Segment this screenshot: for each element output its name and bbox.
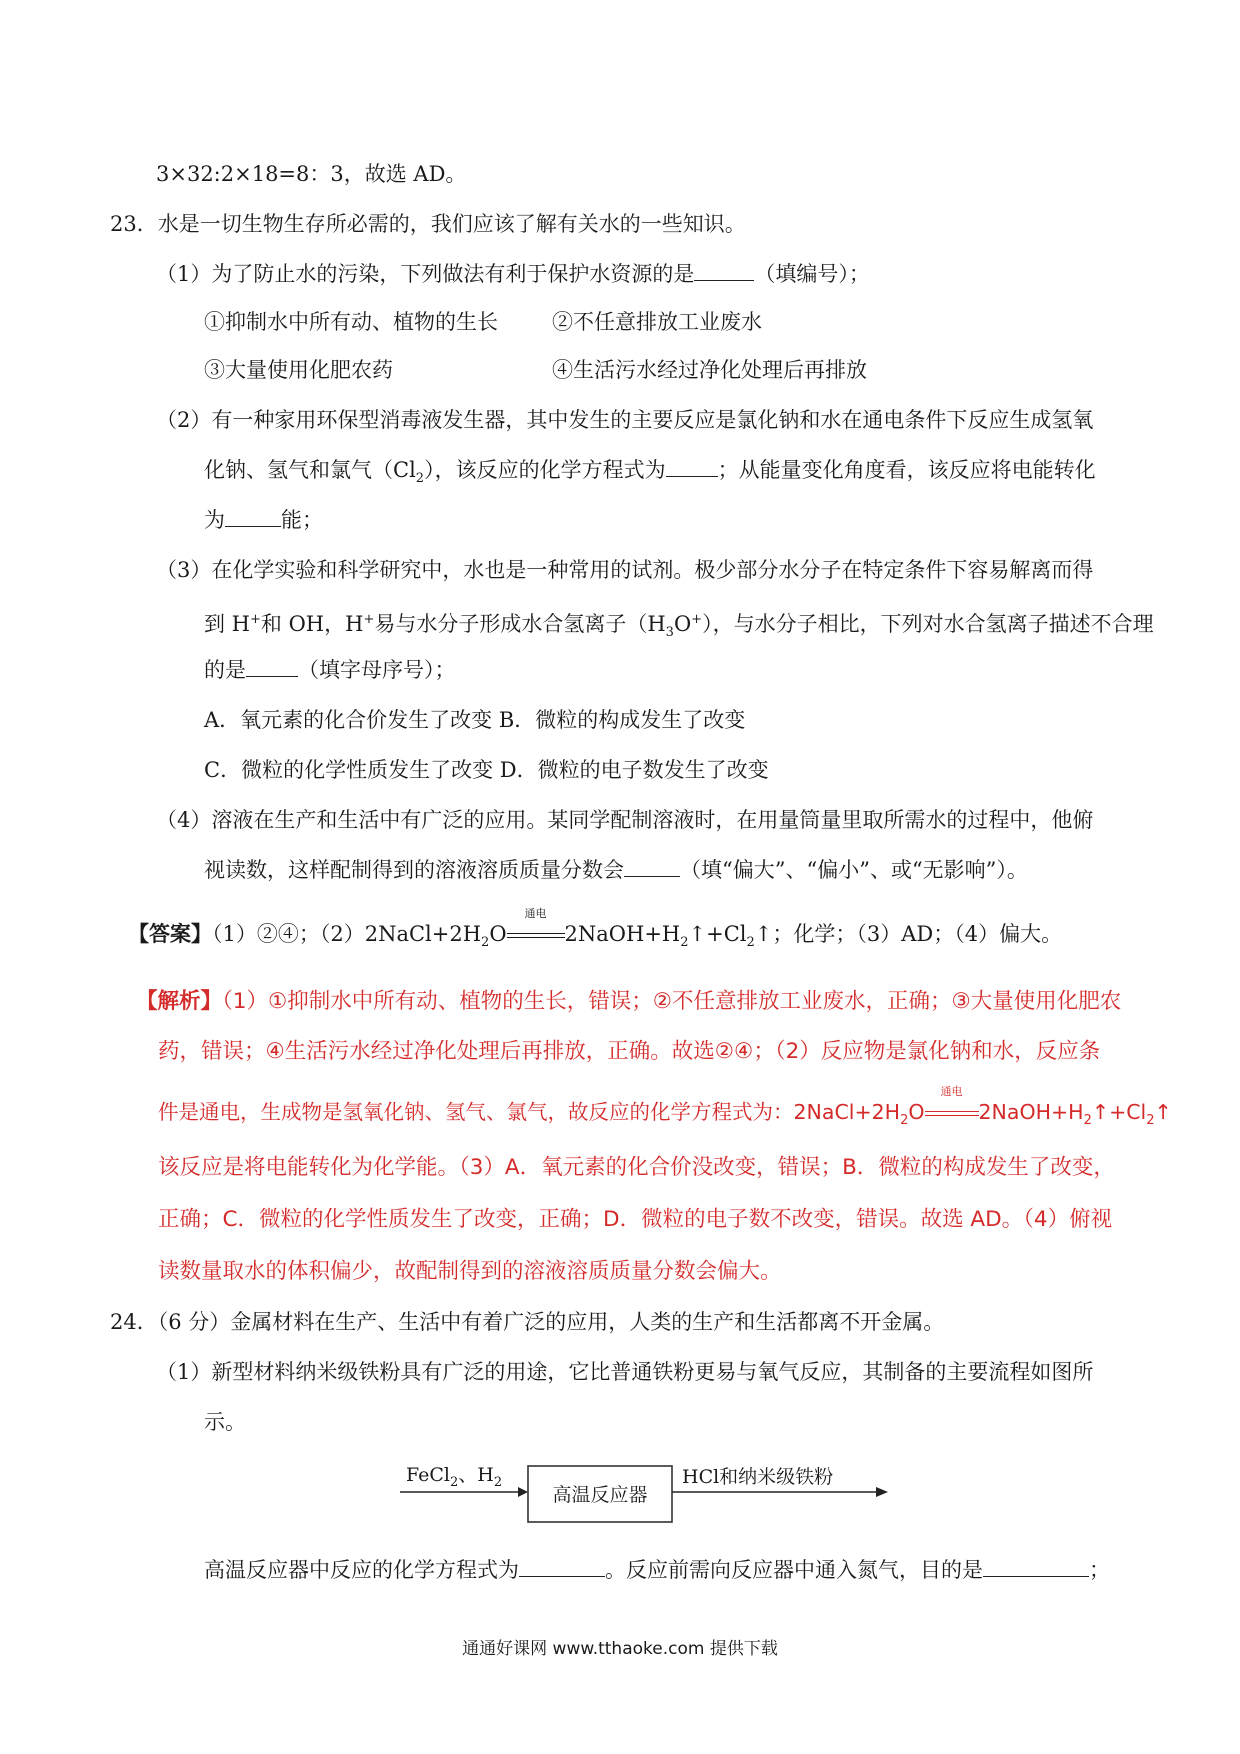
text: ↑+Cl <box>688 922 747 946</box>
output-arrow-head <box>876 1487 888 1497</box>
text: ，H <box>324 612 364 636</box>
text: ； <box>1089 1558 1110 1582</box>
text: 件是通电，生成物是氢氧化钠、氢气、氯气，故反应的化学方程式为：2NaCl+2H <box>158 1100 901 1124</box>
text: 化钠、氢气和氯气（Cl <box>204 458 416 482</box>
question-24-stem <box>110 1308 944 1336</box>
answer-tag: 【答案】 <box>128 921 212 946</box>
text: ↑+Cl <box>1091 1100 1147 1124</box>
text: 3×32:2×18=8：3，故选 AD。 <box>156 162 467 186</box>
text: O <box>908 1100 925 1124</box>
text: 、H <box>458 1464 494 1486</box>
flow-box-label: 高温反应器 <box>552 1484 648 1506</box>
text: 到 H <box>204 612 250 636</box>
text: 24．（6 分）金属材料在生产、生活中有着广泛的应用，人类的生产和生活都离不开金属。 <box>110 1310 945 1334</box>
text: （填“偏大”、“偏小”、或“无影响”）。 <box>680 858 1028 882</box>
text: （4）溶液在生产和生活中有广泛的应用。某同学配制溶液时，在用量筒量里取所需水的过程中，他俯 <box>156 808 1094 832</box>
subscript: 2 <box>450 1474 459 1490</box>
text: ；从能量变化角度看，该反应将电能转化 <box>717 458 1096 482</box>
subscript: 2 <box>900 1113 909 1129</box>
q23-part4-line1 <box>156 806 1093 834</box>
text: ↑ <box>1154 1100 1172 1124</box>
q23-part3-line2 <box>204 606 1154 647</box>
analysis-line2 <box>158 1038 1100 1066</box>
reaction-condition: 通电 <box>524 907 547 920</box>
equals-sign <box>925 1111 979 1116</box>
subscript: 2 <box>1083 1113 1092 1129</box>
q23-part2-line3 <box>204 506 323 534</box>
analysis-line1 <box>136 988 1121 1016</box>
superscript: + <box>363 612 375 627</box>
q23-option-2 <box>552 308 762 336</box>
superscript: + <box>250 612 261 627</box>
text: ↑；化学；（3）AD；（4）偏大。 <box>754 922 1063 946</box>
equals-sign <box>507 933 565 938</box>
q23-part1 <box>156 260 870 288</box>
reaction-condition: 通电 <box>940 1085 963 1098</box>
text: 示。 <box>204 1410 246 1434</box>
text: （3）在化学实验和科学研究中，水也是一种常用的试剂。极少部分水分子在特定条件下容易解离而得 <box>156 558 1094 582</box>
q23-part2-line2 <box>204 456 1096 493</box>
reaction-arrow <box>925 1085 979 1126</box>
text: 视读数，这样配制得到的溶液溶质质量分数会 <box>204 858 624 882</box>
subscript: 2 <box>680 935 689 951</box>
subscript: 2 <box>1146 1113 1155 1129</box>
q23-part2-line1 <box>156 406 1093 434</box>
text: （1）②④；（2）2NaCl+2H <box>212 922 482 946</box>
answer-line <box>128 907 1063 957</box>
answer-blank <box>225 506 281 527</box>
text: 读数量取水的体积偏少，故配制得到的溶液溶质质量分数会偏大。 <box>158 1259 782 1284</box>
text: （填字母序号）； <box>298 658 456 682</box>
flow-input-label <box>406 1460 502 1490</box>
text: （1）为了防止水的污染，下列做法有利于保护水资源的是 <box>156 262 695 286</box>
text: （填编号）； <box>754 262 870 286</box>
analysis-line6 <box>158 1258 782 1286</box>
text: 。反应前需向反应器中通入氮气，目的是 <box>605 1558 983 1582</box>
q23-option-1 <box>204 308 498 336</box>
analysis-line3 <box>158 1085 1172 1135</box>
answer-blank <box>694 260 754 281</box>
text: O <box>489 922 507 946</box>
text: 高温反应器中反应的化学方程式为 <box>204 1558 519 1582</box>
text: A．氧元素的化合价发生了改变 B．微粒的构成发生了改变 <box>204 708 746 732</box>
text: O <box>673 612 692 636</box>
q23-part3-line1 <box>156 556 1093 584</box>
question-23-stem <box>110 210 746 238</box>
text: 药，错误；④生活污水经过净化处理后再排放，正确。故选②④；（2）反应物是氯化钠和水，反应条 <box>158 1039 1101 1064</box>
text: ），与水分子相比，下列对水合氢离子描述不合理 <box>702 612 1154 636</box>
text: 能； <box>281 508 323 532</box>
q23-choices-ab <box>204 706 745 734</box>
subscript: 2 <box>493 1474 503 1490</box>
text: 易与水分子形成水合氢离子（H <box>374 612 666 636</box>
text: ），该反应的化学方程式为 <box>424 458 666 482</box>
text: ④生活污水经过净化处理后再排放 <box>552 358 867 382</box>
superscript: + <box>691 612 703 627</box>
text: 正确；C．微粒的化学性质发生了改变，正确；D．微粒的电子数不改变，错误。故选 AD。（4）俯视 <box>158 1207 1113 1232</box>
q24-part1-line2 <box>204 1408 246 1436</box>
q23-part4-line2 <box>204 856 1028 884</box>
process-flow-diagram <box>400 1454 900 1534</box>
text: ②不任意排放工业废水 <box>552 310 762 334</box>
answer-blank <box>624 856 680 877</box>
text: 和 OH <box>260 612 325 636</box>
text: 2NaOH+H <box>564 922 681 946</box>
input-arrow-head <box>518 1487 528 1497</box>
text: C．微粒的化学性质发生了改变 D．微粒的电子数发生了改变 <box>204 758 769 782</box>
flow-output-label: HCl和纳米级铁粉 <box>682 1466 834 1488</box>
text: FeCl <box>406 1464 451 1486</box>
q23-option-3 <box>204 356 393 384</box>
text: 23．水是一切生物生存所必需的，我们应该了解有关水的一些知识。 <box>110 212 746 236</box>
text: 该反应是将电能转化为化学能。（3）A．氧元素的化合价没改变，错误；B．微粒的构成发生了改变， <box>158 1155 1115 1180</box>
prev-answer-tail <box>156 160 466 188</box>
text: 为 <box>204 508 225 532</box>
q23-choices-cd <box>204 756 769 784</box>
text: （1）①抑制水中所有动、植物的生长，错误；②不任意排放工业废水，正确；③大量使用化肥农 <box>222 989 1122 1014</box>
analysis-tag: 【解析】 <box>136 989 223 1014</box>
answer-blank <box>666 456 718 477</box>
text: 的是 <box>204 658 246 682</box>
answer-blank <box>246 656 298 677</box>
subscript: 3 <box>665 625 674 641</box>
text: （1）新型材料纳米级铁粉具有广泛的用途，它比普通铁粉更易与氧气反应，其制备的主要流程如图所 <box>156 1360 1094 1384</box>
text: ③大量使用化肥农药 <box>204 358 393 382</box>
q23-part3-line3 <box>204 656 456 684</box>
page-footer: 通通好课网 www.tthaoke.com 提供下载 <box>462 1639 778 1659</box>
subscript: 2 <box>415 471 425 487</box>
q24-part1-line3 <box>204 1556 1110 1584</box>
text: ①抑制水中所有动、植物的生长 <box>204 310 498 334</box>
analysis-line4 <box>158 1154 1115 1182</box>
q24-part1-line1 <box>156 1358 1093 1386</box>
text: （2）有一种家用环保型消毒液发生器，其中发生的主要反应是氯化钠和水在通电条件下反应生成氢氧 <box>156 408 1094 432</box>
q23-option-4 <box>552 356 867 384</box>
analysis-line5 <box>158 1206 1112 1234</box>
subscript: 2 <box>481 935 490 951</box>
text: 2NaOH+H <box>978 1100 1084 1124</box>
answer-blank <box>519 1556 605 1577</box>
reaction-arrow <box>507 907 565 948</box>
answer-blank <box>983 1556 1089 1577</box>
subscript: 2 <box>746 935 755 951</box>
